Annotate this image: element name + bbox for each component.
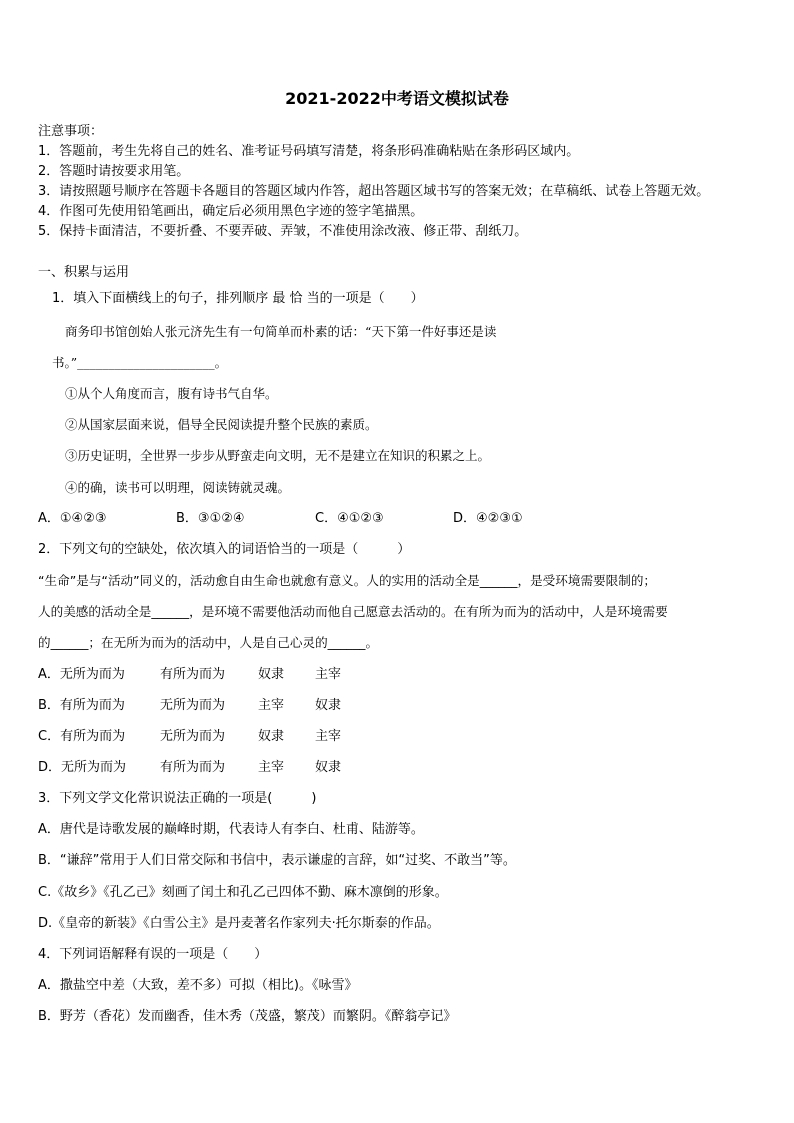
question-1-stem: 1．填入下面横线上的句子，排列顺序 最 恰 当的一项是（ ） <box>52 291 424 306</box>
question-2-text: 的______；在无所为而为的活动中，人是自己心灵的______。 <box>38 635 379 650</box>
question-1-sentence: ③历史证明，全世界一步步从野蛮走向文明，无不是建立在知识的积累之上。 <box>65 448 491 463</box>
option-d[interactable]: D．④②③① <box>453 511 523 526</box>
notice-item: 2．答题时请按要求用笔。 <box>38 164 190 179</box>
question-2-option-d[interactable]: D．无所为而为 有所为而为 主宰 奴隶 <box>38 760 342 775</box>
question-1-sentence: ④的确，读书可以明理，阅读铸就灵魂。 <box>65 480 291 495</box>
question-3-stem: 3．下列文学文化常识说法正确的一项是( ) <box>38 791 317 806</box>
question-4-option-a[interactable]: A．撒盐空中差（大致，差不多）可拟（相比)。《咏雪》 <box>38 978 358 993</box>
question-3-option-a[interactable]: A．唐代是诗歌发展的巅峰时期，代表诗人有李白、杜甫、陆游等。 <box>38 822 424 837</box>
question-1-sentence: ①从个人角度而言，腹有诗书气自华。 <box>65 386 278 401</box>
option-a[interactable]: A．①④②③ <box>38 511 107 526</box>
question-1-passage: 书。”______________________。 <box>52 355 228 370</box>
question-4-option-b[interactable]: B．野芳（香花）发而幽香，佳木秀（茂盛，繁茂）而繁阴。《醉翁亭记》 <box>38 1009 457 1024</box>
option-c[interactable]: C．④①②③ <box>315 511 384 526</box>
question-2-option-b[interactable]: B．有所为而为 无所为而为 主宰 奴隶 <box>38 698 342 713</box>
question-3-option-d[interactable]: D.《皇帝的新装》《白雪公主》是丹麦著名作家列夫·托尔斯泰的作品。 <box>38 916 440 931</box>
question-1-options <box>38 510 523 528</box>
section-heading: 一、积累与运用 <box>38 265 130 280</box>
question-2-option-c[interactable]: C．有所为而为 无所为而为 奴隶 主宰 <box>38 729 342 744</box>
question-2-text: 人的美感的活动全是______，是环境不需要他活动而他自己愿意去活动的。在有所为而为的活动中，人是环境需要 <box>38 604 668 619</box>
notice-item: 5．保持卡面清洁，不要折叠、不要弄破、弄皱，不准使用涂改液、修正带、刮纸刀。 <box>38 224 528 239</box>
page-title: 2021-2022中考语文模拟试卷 <box>285 89 509 108</box>
question-2-option-a[interactable]: A．无所为而为 有所为而为 奴隶 主宰 <box>38 667 342 682</box>
question-2-text: “生命”是与“活动”同义的，活动愈自由生命也就愈有意义。人的实用的活动全是______，是受环境需要限制的； <box>38 573 657 588</box>
question-1-sentence: ②从国家层面来说，倡导全民阅读提升整个民族的素质。 <box>65 417 378 432</box>
question-1-passage: 商务印书馆创始人张元济先生有一句简单而朴素的话：“天下第一件好事还是读 <box>65 324 497 339</box>
question-4-stem: 4．下列词语解释有误的一项是（ ） <box>38 947 268 962</box>
option-b[interactable]: B．③①②④ <box>176 511 245 526</box>
notice-heading: 注意事项： <box>38 124 104 139</box>
question-3-option-b[interactable]: B．“谦辞”常用于人们日常交际和书信中，表示谦虚的言辞，如“过奖、不敢当”等。 <box>38 853 516 868</box>
notice-item: 4．作图可先使用铅笔画出，确定后必须用黑色字迹的签字笔描黑。 <box>38 204 424 219</box>
question-3-option-c[interactable]: C.《故乡》《孔乙己》刻画了闰土和孔乙己四体不勤、麻木凛倒的形象。 <box>38 885 448 900</box>
question-2-stem: 2．下列文句的空缺处，依次填入的词语恰当的一项是（ ） <box>38 542 411 557</box>
notice-item: 3．请按照题号顺序在答题卡各题目的答题区域内作答，超出答题区域书写的答案无效；在草稿纸、试卷上答题无效。 <box>38 184 710 199</box>
notice-item: 1．答题前，考生先将自己的姓名、准考证号码填写清楚，将条形码准确粘贴在条形码区域内。 <box>38 144 580 159</box>
